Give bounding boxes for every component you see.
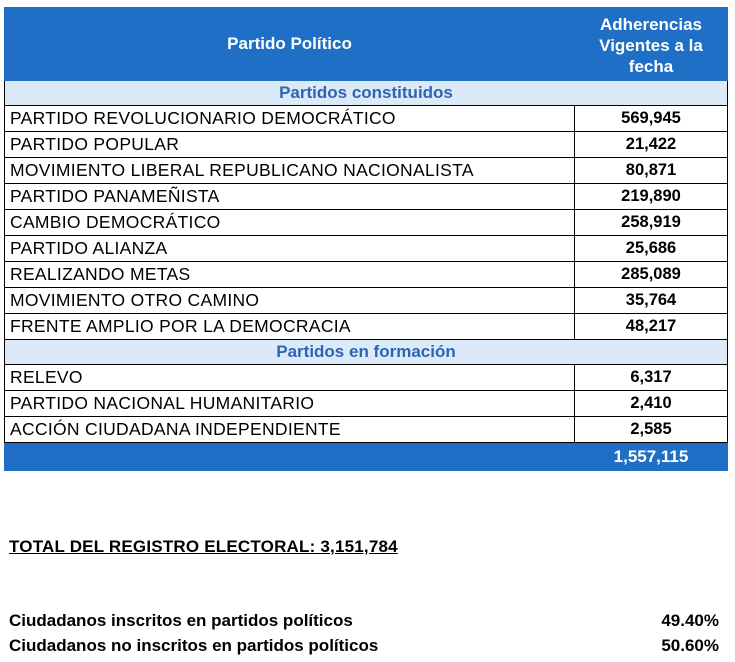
party-name: MOVIMIENTO LIBERAL REPUBLICANO NACIONALISTA — [5, 158, 575, 184]
percentage-value: 50.60% — [661, 636, 719, 655]
percentage-label: Ciudadanos inscritos en partidos políticos — [9, 611, 353, 630]
party-name: RELEVO — [5, 365, 575, 391]
party-name: PARTIDO POPULAR — [5, 132, 575, 158]
table-row — [5, 210, 728, 236]
table-row — [5, 132, 728, 158]
party-adherencias: 6,317 — [575, 365, 728, 391]
table-header — [5, 8, 728, 81]
party-name: MOVIMIENTO OTRO CAMINO — [5, 288, 575, 314]
percentage-row-no-inscritos — [9, 636, 719, 656]
party-adherencias: 285,089 — [575, 262, 728, 288]
total-label-cell — [5, 443, 575, 471]
party-adherencias: 2,585 — [575, 417, 728, 443]
party-adherencias: 21,422 — [575, 132, 728, 158]
section-title: Partidos constituidos — [5, 81, 728, 106]
party-column-header: Partido Político — [5, 8, 575, 81]
percentage-row-inscritos — [9, 611, 719, 631]
party-adherencias: 25,686 — [575, 236, 728, 262]
party-name: ACCIÓN CIUDADANA INDEPENDIENTE — [5, 417, 575, 443]
total-adherencias: 1,557,115 — [575, 443, 728, 471]
table-row — [5, 288, 728, 314]
registro-electoral-total: TOTAL DEL REGISTRO ELECTORAL: 3,151,784 — [9, 537, 398, 556]
party-adherencias: 219,890 — [575, 184, 728, 210]
table-row — [5, 391, 728, 417]
section-row-constituidos — [5, 81, 728, 106]
total-row — [5, 443, 728, 471]
header-line: Vigentes a la — [599, 35, 703, 55]
party-name: PARTIDO PANAMEÑISTA — [5, 184, 575, 210]
table-row — [5, 158, 728, 184]
section-title: Partidos en formación — [5, 340, 728, 365]
adherencias-column-header — [575, 8, 728, 81]
party-name: CAMBIO DEMOCRÁTICO — [5, 210, 575, 236]
party-adherencias: 80,871 — [575, 158, 728, 184]
party-adherencias: 2,410 — [575, 391, 728, 417]
party-name: PARTIDO NACIONAL HUMANITARIO — [5, 391, 575, 417]
party-adherencias: 48,217 — [575, 314, 728, 340]
party-name: PARTIDO ALIANZA — [5, 236, 575, 262]
percentage-value: 49.40% — [661, 611, 719, 630]
header-line: fecha — [628, 56, 674, 76]
party-adherencias: 35,764 — [575, 288, 728, 314]
party-name: PARTIDO REVOLUCIONARIO DEMOCRÁTICO — [5, 106, 575, 132]
party-name: FRENTE AMPLIO POR LA DEMOCRACIA — [5, 314, 575, 340]
table-row — [5, 236, 728, 262]
section-row-formacion — [5, 340, 728, 365]
table-row — [5, 184, 728, 210]
table-row — [5, 106, 728, 132]
parties-table — [4, 7, 728, 471]
percentage-label: Ciudadanos no inscritos en partidos políticos — [9, 636, 379, 655]
header-line: Adherencias — [599, 14, 703, 34]
table-row — [5, 314, 728, 340]
table-row — [5, 262, 728, 288]
table-row — [5, 365, 728, 391]
party-adherencias: 258,919 — [575, 210, 728, 236]
party-adherencias: 569,945 — [575, 106, 728, 132]
table-row — [5, 417, 728, 443]
party-name: REALIZANDO METAS — [5, 262, 575, 288]
